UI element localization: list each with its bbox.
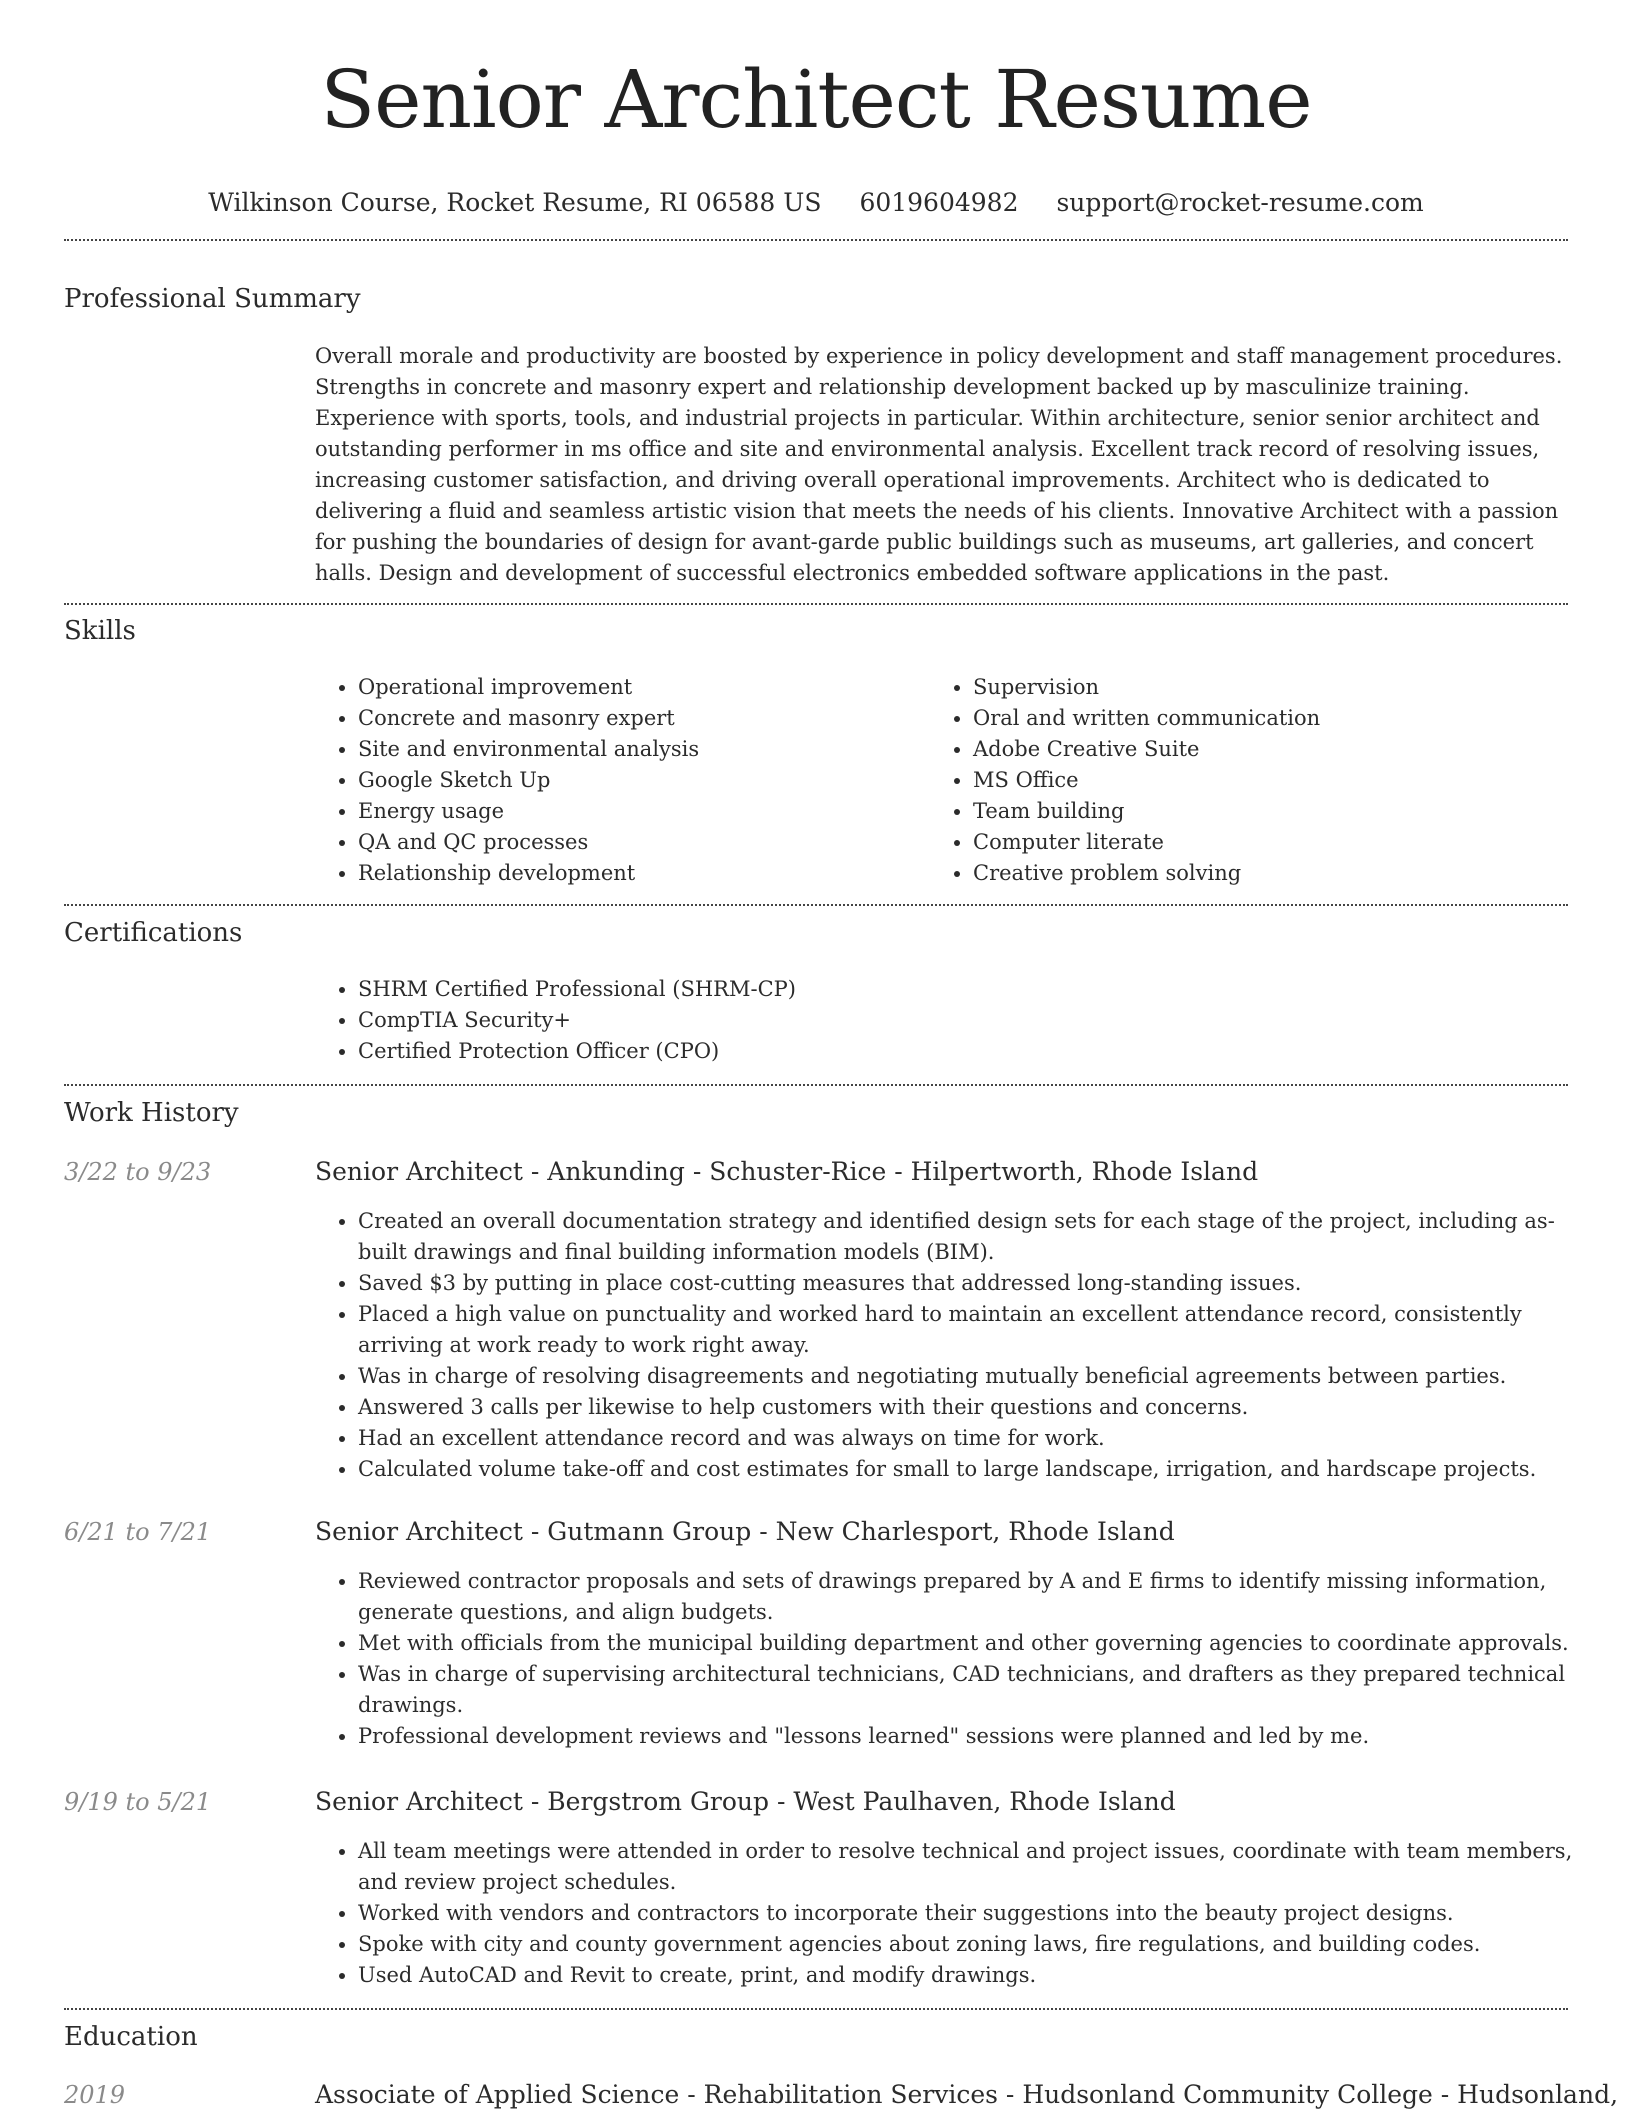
list-item: • Google Sketch Up: [358, 765, 894, 796]
list-item: • Energy usage: [358, 796, 894, 827]
skills-left-column: [314, 672, 894, 889]
list-item: • Adobe Creative Suite: [973, 734, 1549, 765]
list-item: • Was in charge of resolving disagreements and negotiating mutually beneficial agreements between parties.: [358, 1361, 1574, 1392]
list-item: • Spoke with city and county government agencies about zoning laws, fire regulations, and building codes.: [358, 1929, 1574, 1960]
section-divider: [64, 239, 1568, 241]
education-title: Associate of Applied Science - Rehabilitation Services - Hudsonland Community College - Hudsonland,: [315, 2080, 1619, 2109]
contact-phone: 6019604982: [859, 188, 1019, 217]
list-item: • Met with officials from the municipal building department and other governing agencies to coordinate approvals.: [358, 1628, 1574, 1659]
list-item: • Team building: [973, 796, 1549, 827]
contact-address: Wilkinson Course, Rocket Resume, RI 06588 US: [208, 188, 822, 217]
education-heading: Education: [64, 2022, 198, 2052]
list-item: • Certified Protection Officer (CPO): [358, 1036, 1514, 1067]
job-bullets: [314, 1836, 1574, 1991]
job-date: 3/22 to 9/23: [64, 1158, 212, 1186]
list-item: • Created an overall documentation strategy and identified design sets for each stage of the project, including as-built drawings and final building information models (BIM).: [358, 1206, 1574, 1268]
list-item: • MS Office: [973, 765, 1549, 796]
list-item: • Placed a high value on punctuality and worked hard to maintain an excellent attendance record, consistently arriving at work ready to work right away.: [358, 1299, 1574, 1361]
section-divider: [64, 1084, 1568, 1086]
list-item: • Was in charge of supervising architectural technicians, CAD technicians, and drafters as they prepared technical drawings.: [358, 1659, 1574, 1721]
list-item: • Had an excellent attendance record and was always on time for work.: [358, 1423, 1574, 1454]
list-item: • Operational improvement: [358, 672, 894, 703]
list-item: • Supervision: [973, 672, 1549, 703]
summary-heading: Professional Summary: [64, 284, 361, 314]
work-history-heading: Work History: [64, 1098, 239, 1128]
section-divider: [64, 904, 1568, 906]
certifications-list: [314, 974, 1514, 1067]
section-divider: [64, 603, 1568, 605]
list-item: • CompTIA Security+: [358, 1005, 1514, 1036]
list-item: • Worked with vendors and contractors to incorporate their suggestions into the beauty project designs.: [358, 1898, 1574, 1929]
skills-heading: Skills: [64, 616, 136, 646]
job-bullets: [314, 1206, 1574, 1485]
list-item: • All team meetings were attended in order to resolve technical and project issues, coordinate with team members, and review project schedules.: [358, 1836, 1574, 1898]
list-item: • Creative problem solving: [973, 858, 1549, 889]
list-item: • Oral and written communication: [973, 703, 1549, 734]
job-title: Senior Architect - Ankunding - Schuster-Rice - Hilpertworth, Rhode Island: [315, 1157, 1259, 1186]
summary-text: Overall morale and productivity are boosted by experience in policy development and staff management procedures. Strengths in concrete and masonry expert and relationship development backed up by masculinize training. Experience with sports, tools, and industrial projects in particular. Within architecture, senior senior architect and outstanding performer in ms office and site and environmental analysis. Excellent track record of resolving issues, increasing customer satisfaction, and driving overall operational improvements. Architect who is dedicated to delivering a fluid and seamless artistic vision that meets the needs of his clients. Innovative Architect with a passion for pushing the boundaries of design for avant-garde public buildings such as museums, art galleries, and concert halls. Design and development of successful electronics embedded software applications in the past.: [315, 344, 1563, 585]
list-item: • Calculated volume take-off and cost estimates for small to large landscape, irrigation, and hardscape projects.: [358, 1454, 1574, 1485]
list-item: • Professional development reviews and "lessons learned" sessions were planned and led by me.: [358, 1721, 1574, 1752]
list-item: • Answered 3 calls per likewise to help customers with their questions and concerns.: [358, 1392, 1574, 1423]
list-item: • Computer literate: [973, 827, 1549, 858]
job-date: 9/19 to 5/21: [64, 1788, 212, 1816]
page-title: Senior Architect Resume: [320, 53, 1312, 146]
list-item: • SHRM Certified Professional (SHRM-CP): [358, 974, 1514, 1005]
education-date: 2019: [64, 2081, 126, 2109]
job-title: Senior Architect - Gutmann Group - New Charlesport, Rhode Island: [315, 1517, 1175, 1546]
list-item: • Concrete and masonry expert: [358, 703, 894, 734]
skills-right-column: [929, 672, 1549, 889]
list-item: • Relationship development: [358, 858, 894, 889]
list-item: • Used AutoCAD and Revit to create, print, and modify drawings.: [358, 1960, 1574, 1991]
job-date: 6/21 to 7/21: [64, 1518, 212, 1546]
job-bullets: [314, 1566, 1574, 1752]
job-title: Senior Architect - Bergstrom Group - West Paulhaven, Rhode Island: [315, 1787, 1176, 1816]
contact-line: [0, 186, 1632, 220]
list-item: • QA and QC processes: [358, 827, 894, 858]
list-item: • Site and environmental analysis: [358, 734, 894, 765]
section-divider: [64, 2008, 1568, 2010]
certifications-heading: Certifications: [64, 918, 243, 948]
list-item: • Reviewed contractor proposals and sets of drawings prepared by A and E firms to identify missing information, generate questions, and align budgets.: [358, 1566, 1574, 1628]
list-item: • Saved $3 by putting in place cost-cutting measures that addressed long-standing issues.: [358, 1268, 1574, 1299]
contact-email: support@rocket-resume.com: [1056, 188, 1424, 217]
